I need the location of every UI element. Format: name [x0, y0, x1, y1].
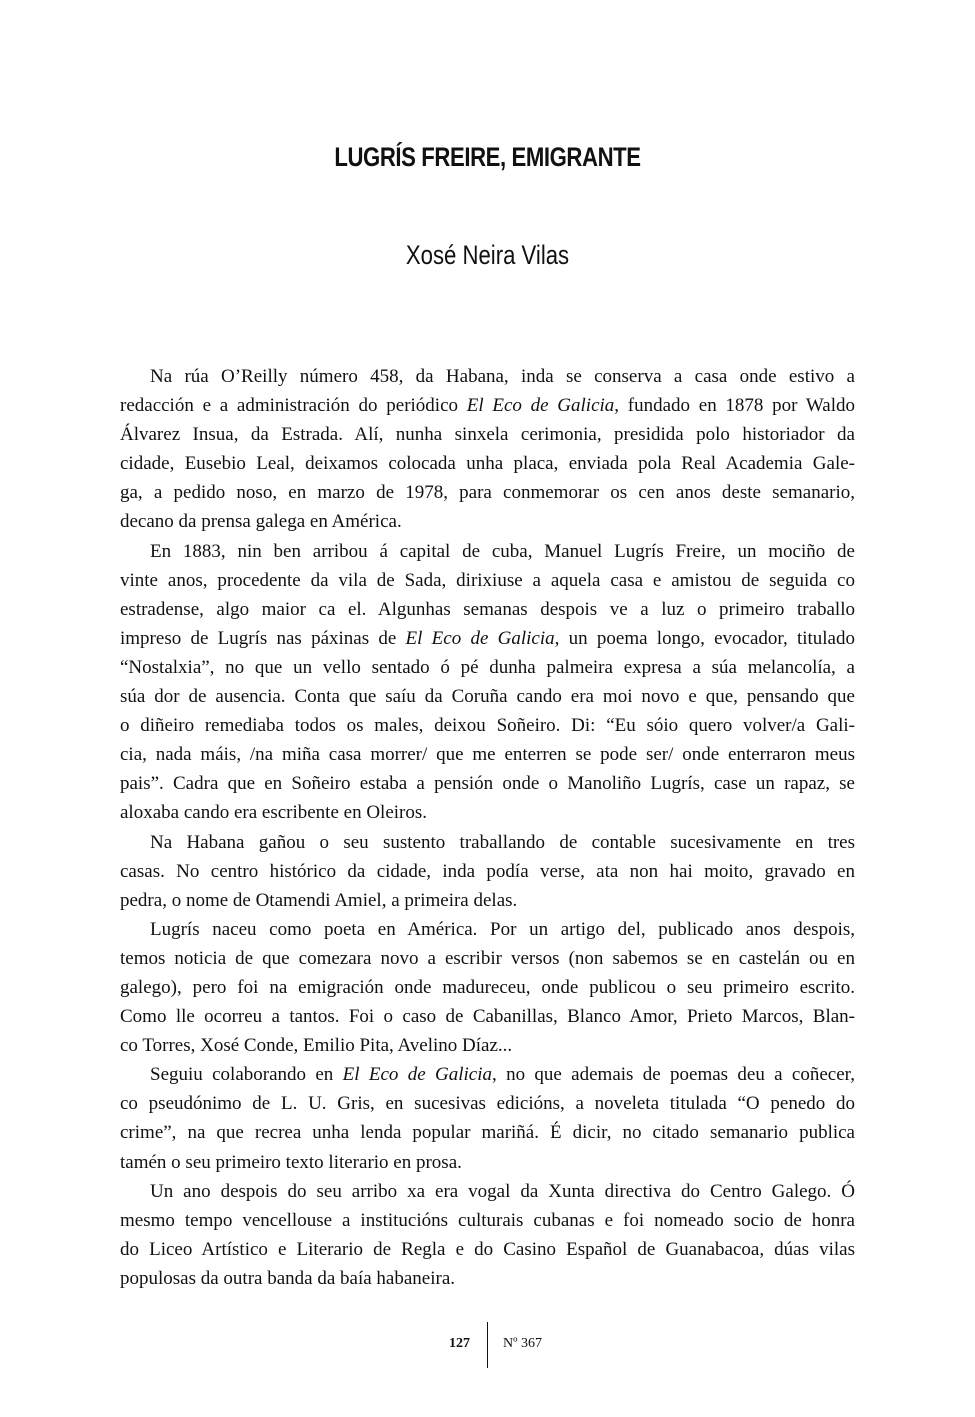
text-line: Lugrís naceu como poeta en América. Por un artigo del, publicado anos despois,: [150, 918, 855, 940]
text-line: Un ano despois do seu arribo xa era vogal da Xunta directiva do Centro Galego. Ó: [150, 1180, 855, 1202]
text-line: súa dor de ausencia. Conta que saíu da Coruña cando era moi novo e que, pensando que: [120, 686, 855, 708]
paragraph: [120, 828, 855, 915]
text-line: co Torres, Xosé Conde, Emilio Pita, Avelino Díaz...: [120, 1035, 513, 1057]
text-line: impreso de Lugrís nas páxinas de El Eco de Galicia, un poema longo, evocador, titulado: [120, 627, 855, 649]
paragraph: [120, 362, 855, 537]
article-title: LUGRÍS FREIRE, EMIGRANTE: [334, 142, 641, 172]
text-line: “Nostalxia”, no que un vello sentado ó pé dunha palmeira expresa a súa melancolía, a: [120, 656, 855, 678]
text-line: cia, nada máis, /na miña casa morrer/ que me enterren se pode ser/ onde enterraron meus: [120, 744, 855, 766]
text-line: pais”. Cadra que en Soñeiro estaba a pensión onde o Manoliño Lugrís, case un rapaz, se: [120, 773, 855, 795]
page-number: 127: [449, 1336, 470, 1351]
text-line: Na rúa O’Reilly número 458, da Habana, inda se conserva a casa onde estivo a: [150, 366, 855, 387]
text-line: Álvarez Insua, da Estrada. Alí, nunha sinxela cerimonia, presidida polo historiador da: [120, 424, 855, 446]
text-line: decano da prensa galega en América.: [120, 511, 402, 533]
text-line: crime”, na que recrea unha lenda popular mariñá. É dicir, no citado semanario publica: [120, 1122, 855, 1144]
text-line: do Liceo Artístico e Literario de Regla e do Casino Español de Guanabacoa, dúas vilas: [120, 1238, 855, 1260]
text-line: vinte anos, procedente da vila de Sada, dirixiuse a aquela casa e amistou de seguida co: [120, 569, 855, 591]
article-body: [120, 362, 855, 1293]
issue-number: Nº 367: [503, 1336, 542, 1351]
text-line: temos noticia de que comezara novo a escribir versos (non sabemos se en castelán ou en: [120, 947, 855, 969]
text-line: aloxaba cando era escribente en Oleiros.: [120, 802, 428, 824]
text-line: Seguiu colaborando en El Eco de Galicia, no que ademais de poemas deu a coñecer,: [150, 1064, 855, 1086]
page-footer: [0, 1322, 975, 1372]
text-line: estradense, algo maior ca el. Algunhas semanas despois ve a luz o primeiro traballo: [120, 598, 855, 620]
text-line: populosas da outra banda da baía habaneira.: [120, 1267, 456, 1289]
text-line: casas. No centro histórico da cidade, inda podía verse, ata non hai moito, gravado en: [120, 860, 855, 882]
paragraph: [120, 1060, 855, 1176]
text-line: ga, a pedido noso, en marzo de 1978, para conmemorar os cen anos deste semanario,: [120, 482, 855, 504]
text-line: tamén o seu primeiro texto literario en prosa.: [120, 1151, 462, 1173]
paragraph: [120, 537, 855, 828]
footer-divider: [487, 1322, 488, 1368]
text-line: Como lle ocorreu a tantos. Foi o caso de Cabanillas, Blanco Amor, Prieto Marcos, Blan-: [120, 1006, 855, 1028]
paragraph: [120, 1177, 855, 1293]
text-line: Na Habana gañou o seu sustento traballando de contable sucesivamente en tres: [150, 831, 855, 853]
text-line: galego), pero foi na emigración onde madureceu, onde publicou o seu primeiro escrito.: [120, 976, 855, 998]
text-line: mesmo tempo vencellouse a institucións culturais cubanas e foi nomeado socio de honra: [120, 1209, 855, 1231]
text-line: o diñeiro remediaba todos os males, deixou Soñeiro. Di: “Eu sóio quero volver/a Gali-: [120, 715, 855, 737]
text-line: redacción e a administración do periódico El Eco de Galicia, fundado en 1878 por Waldo: [120, 395, 855, 417]
text-line: cidade, Eusebio Leal, deixamos colocada unha placa, enviada pola Real Academia Gale-: [120, 453, 855, 475]
paragraph: [120, 915, 855, 1060]
italic-title: El Eco de Galicia: [342, 1064, 492, 1086]
article-author: Xosé Neira Vilas: [405, 240, 570, 270]
italic-title: El Eco de Galicia: [466, 395, 615, 417]
italic-title: El Eco de Galicia: [405, 627, 555, 649]
text-line: co pseudónimo de L. U. Gris, en sucesivas edicións, a noveleta titulada “O penedo do: [120, 1093, 855, 1115]
text-line: pedra, o nome de Otamendi Amiel, a primeira delas.: [120, 889, 518, 911]
text-line: En 1883, nin ben arribou á capital de cuba, Manuel Lugrís Freire, un mociño de: [150, 540, 855, 562]
